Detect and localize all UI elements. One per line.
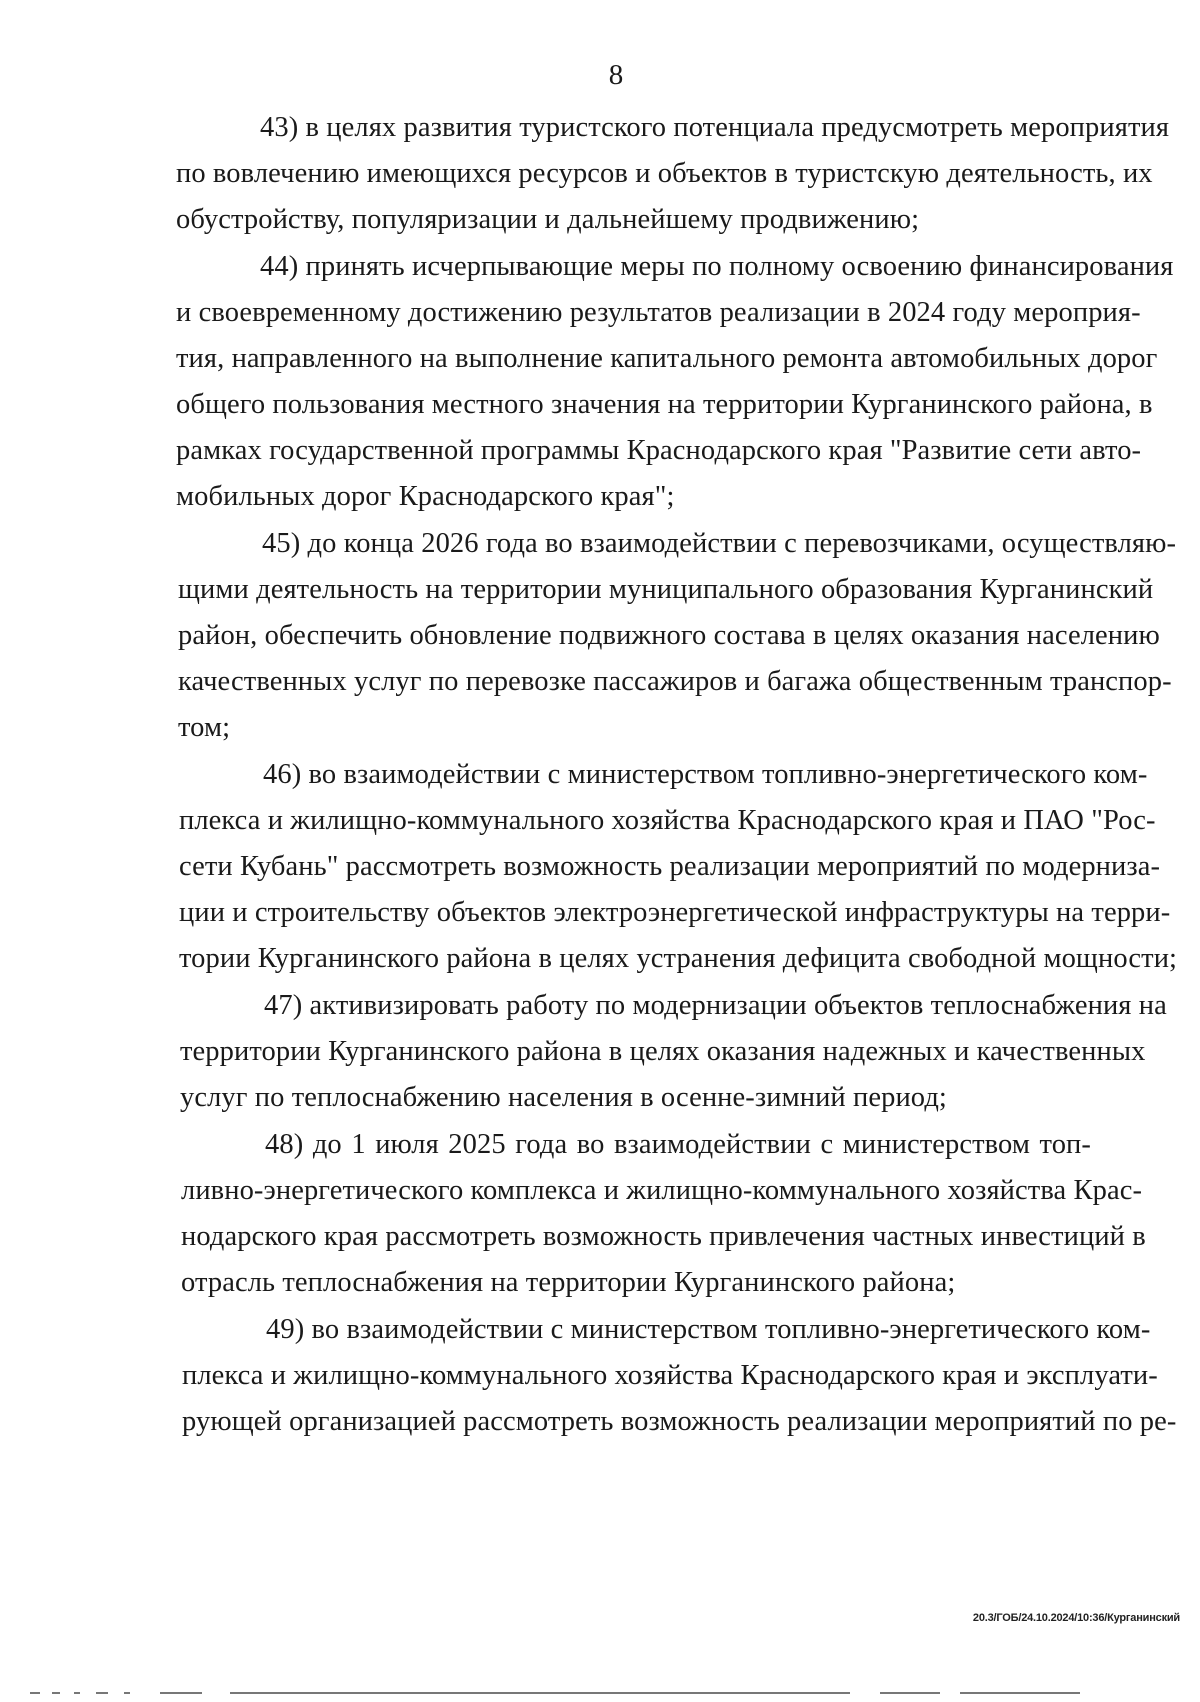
text-line: 45) до конца 2026 года во взаимодействии с перевозчиками, осуществляю- <box>262 528 1177 559</box>
text-line: качественных услуг по перевозке пассажиров и багажа общественным транспор- <box>178 666 1172 697</box>
text-line: плекса и жилищно-коммунального хозяйства Краснодарского края и ПАО "Рос- <box>179 805 1156 836</box>
text-line: 49) во взаимодействии с министерством топливно-энергетического ком- <box>266 1314 1151 1345</box>
document-footer-code: 20.3/ГОБ/24.10.2024/10:36/Курганинский <box>972 1612 1180 1624</box>
text-line: плекса и жилищно-коммунального хозяйства Краснодарского края и эксплуати- <box>182 1360 1158 1391</box>
scan-edge-line <box>0 1692 1200 1695</box>
text-line: ливно-энергетического комплекса и жилищно-коммунального хозяйства Крас- <box>181 1175 1143 1206</box>
text-line: обустройству, популяризации и дальнейшему продвижению; <box>176 204 920 235</box>
text-line: услуг по теплоснабжению населения в осенне-зимний период; <box>180 1082 947 1113</box>
text-line: тия, направленного на выполнение капитального ремонта автомобильных дорог <box>176 343 1158 374</box>
text-line: отрасль теплоснабжения на территории Курганинского района; <box>181 1267 956 1298</box>
page-number: 8 <box>608 59 624 91</box>
text-line: том; <box>178 712 231 743</box>
text-line: по вовлечению имеющихся ресурсов и объектов в туристскую деятельность, их <box>176 158 1153 189</box>
text-line: 46) во взаимодействии с министерством топливно-энергетического ком- <box>263 759 1148 790</box>
text-line: щими деятельность на территории муниципального образования Курганинский <box>178 574 1154 605</box>
text-line: тории Курганинского района в целях устранения дефицита свободной мощности; <box>179 943 1178 974</box>
text-line: 43) в целях развития туристского потенциала предусмотреть мероприятия <box>260 112 1170 143</box>
text-line: рующей организацией рассмотреть возможность реализации мероприятий по ре- <box>182 1406 1177 1437</box>
text-line: 44) принять исчерпывающие меры по полному освоению финансирования <box>260 251 1174 282</box>
text-line: и своевременному достижению результатов реализации в 2024 году мероприя- <box>176 297 1141 328</box>
text-line: рамках государственной программы Краснодарского края "Развитие сети авто- <box>176 435 1142 466</box>
text-line: 48) до 1 июля 2025 года во взаимодействии с министерством топ- <box>265 1129 1091 1160</box>
text-line: ции и строительству объектов электроэнергетической инфраструктуры на терри- <box>179 897 1171 928</box>
text-line: мобильных дорог Краснодарского края"; <box>176 481 675 512</box>
text-line: общего пользования местного значения на территории Курганинского района, в <box>176 389 1153 420</box>
text-line: территории Курганинского района в целях оказания надежных и качественных <box>180 1036 1146 1067</box>
text-line: 47) активизировать работу по модернизации объектов теплоснабжения на <box>264 990 1167 1021</box>
text-line: район, обеспечить обновление подвижного состава в целях оказания населению <box>178 620 1160 651</box>
text-line: сети Кубань" рассмотреть возможность реализации мероприятий по модерниза- <box>179 851 1161 882</box>
text-line: нодарского края рассмотреть возможность привлечения частных инвестиций в <box>181 1221 1146 1252</box>
